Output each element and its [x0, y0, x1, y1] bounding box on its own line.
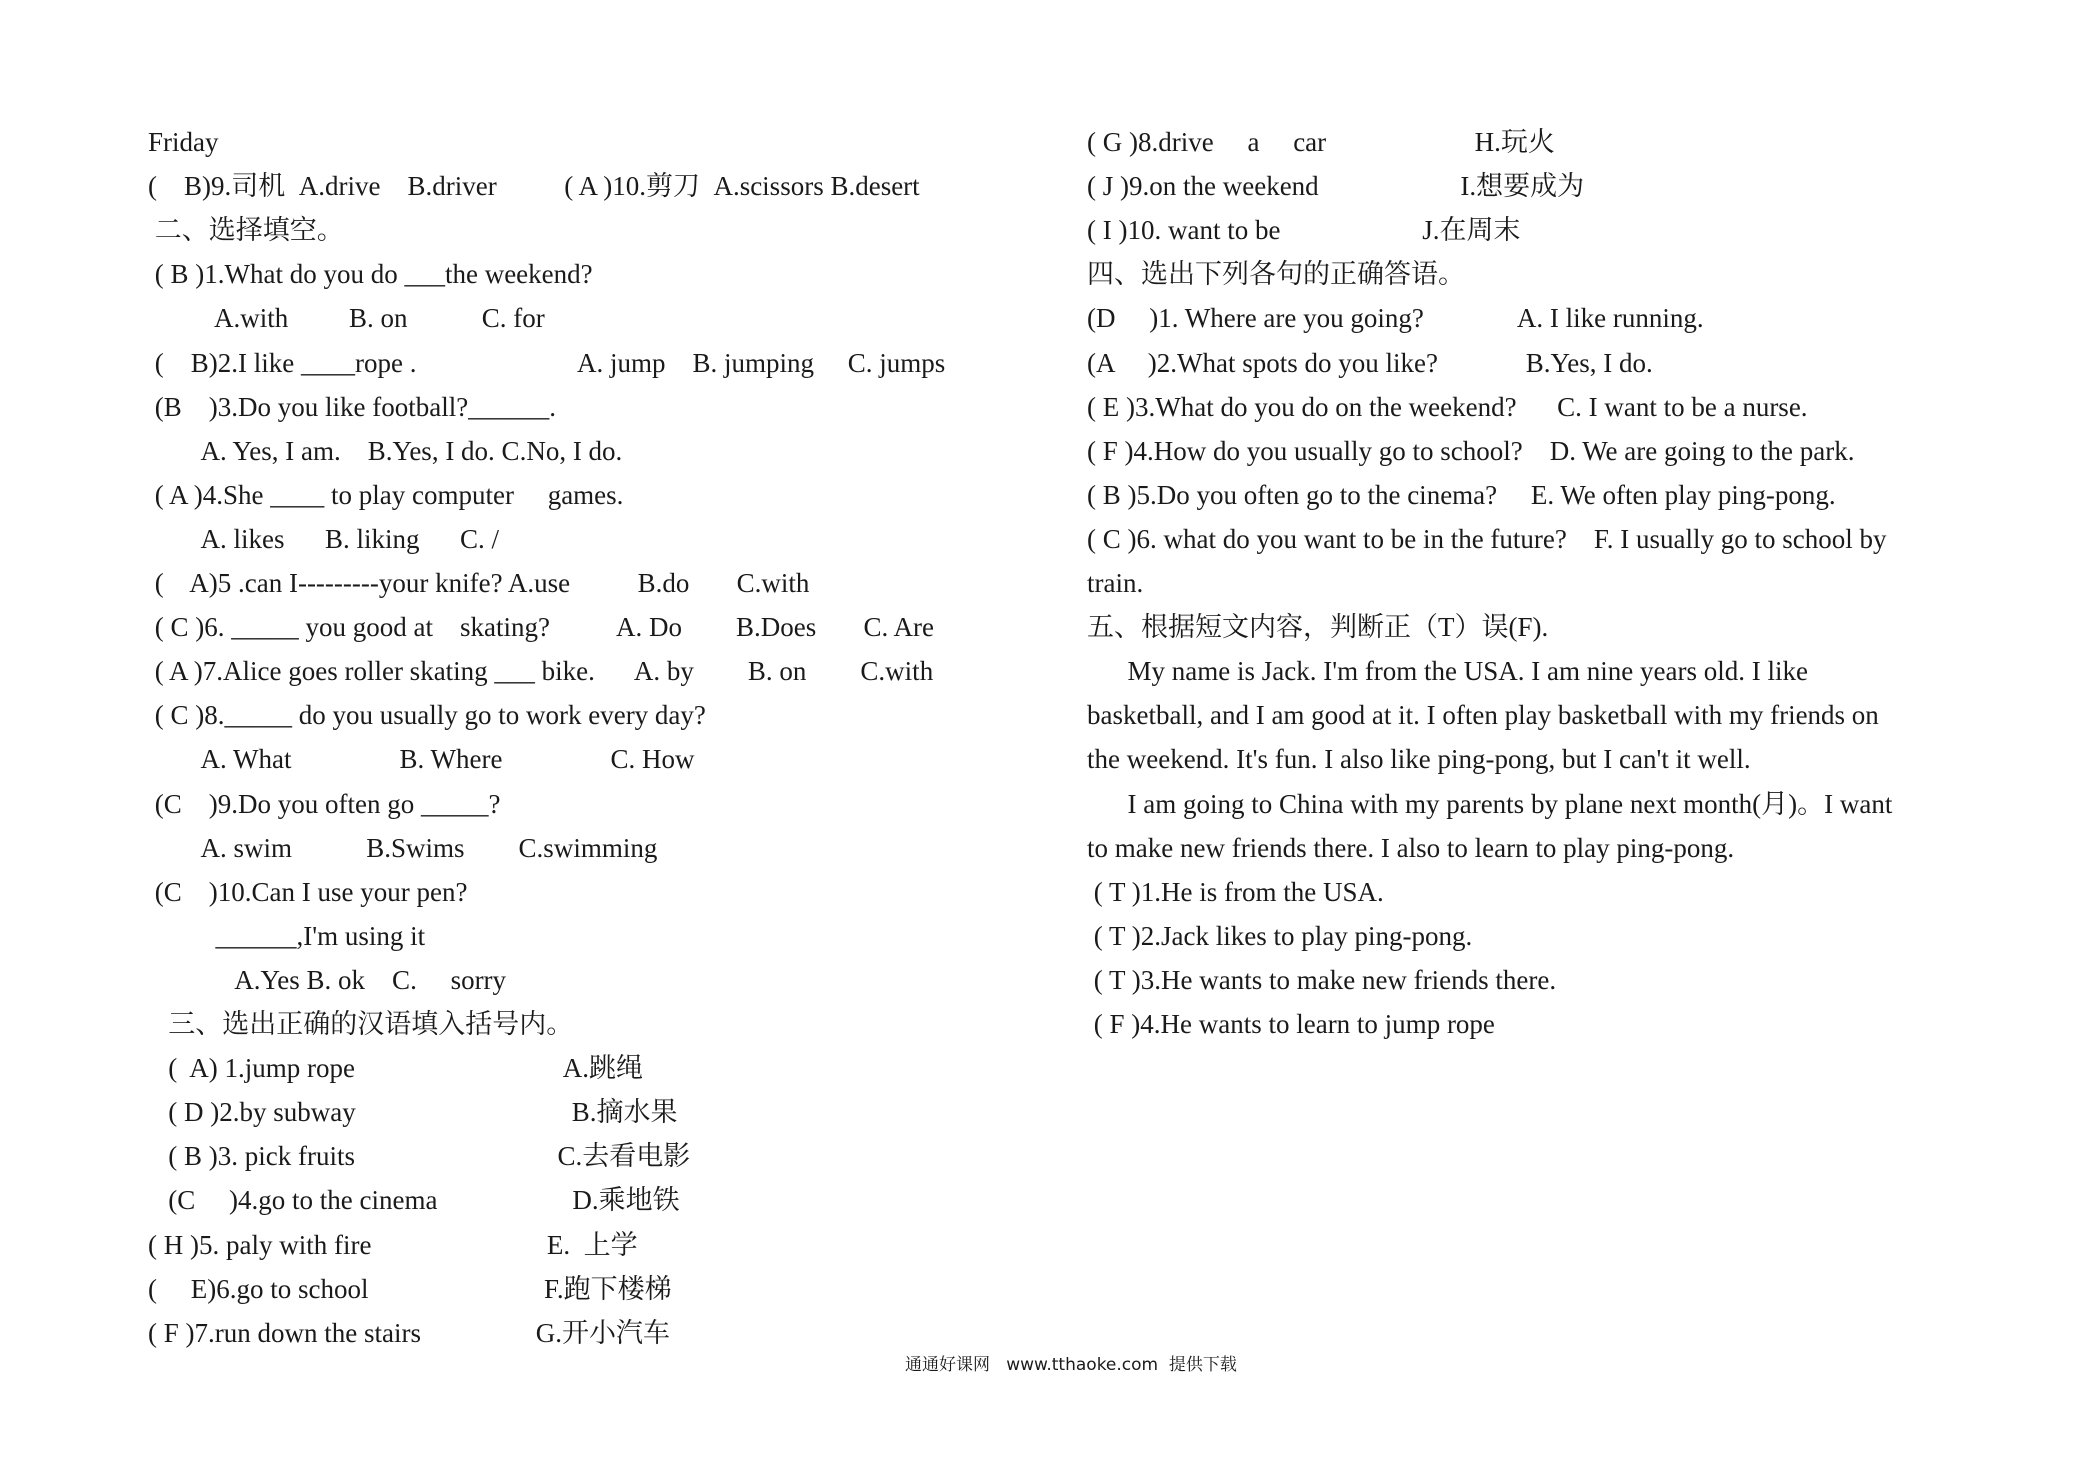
right-column-line: ( E )3.What do you do on the weekend? C. I want to be a nurse. — [1087, 391, 1808, 422]
left-column-line: (C )4.go to the cinema D.乘地铁 — [148, 1185, 680, 1216]
left-column-line: A. What B. Where C. How — [148, 744, 695, 775]
right-column-line: (A )2.What spots do you like? B.Yes, I do. — [1087, 347, 1653, 378]
right-column-line: 四、选出下列各句的正确答语。 — [1087, 259, 1465, 290]
left-column-line: ( B)2.I like ____rope . A. jump B. jumping C. jumps — [148, 347, 946, 378]
page-footer: 通通好课网 www.tthaoke.com 提供下载 — [905, 1355, 1237, 1375]
right-column-line: ( I )10. want to be J.在周末 — [1087, 215, 1521, 246]
left-column-line: ( C )6. _____ you good at skating? A. Do B.Does C. Are — [148, 612, 934, 643]
right-column-line: I am going to China with my parents by plane next month(月)。I want — [1087, 788, 1893, 819]
left-column-line: A. swim B.Swims C.swimming — [148, 832, 658, 863]
left-column-line: A. likes B. liking C. / — [148, 523, 500, 554]
left-column-line: Friday — [148, 127, 219, 157]
left-column-line: 三、选出正确的汉语填入括号内。 — [148, 1009, 574, 1039]
right-column-line: ( F )4.He wants to learn to jump rope — [1087, 1009, 1495, 1039]
left-column-line: 二、选择填空。 — [148, 215, 344, 246]
right-column-line: ( T )2.Jack likes to play ping-pong. — [1087, 920, 1473, 951]
right-column-line: ( J )9.on the weekend I.想要成为 — [1087, 171, 1585, 202]
left-column-line: A. Yes, I am. B.Yes, I do. C.No, I do. — [148, 435, 623, 466]
left-column-line: ( E)6.go to school F.跑下楼梯 — [148, 1273, 672, 1304]
left-column-line: ( B )1.What do you do ___the weekend? — [148, 259, 593, 290]
right-column-line: ( G )8.drive a car H.玩火 — [1087, 127, 1555, 157]
left-column-line: A.Yes B. ok C. sorry — [148, 964, 507, 995]
right-column-line: My name is Jack. I'm from the USA. I am nine years old. I like — [1087, 656, 1808, 687]
left-column-line: ______,I'm using it — [148, 920, 426, 951]
left-column-line: ( A )7.Alice goes roller skating ___ bike. A. by B. on C.with — [148, 656, 934, 687]
left-column-line: ( B )3. pick fruits C.去看电影 — [148, 1141, 691, 1172]
left-column-line: (C )9.Do you often go _____? — [148, 788, 501, 819]
right-column-line: ( C )6. what do you want to be in the future? F. I usually go to school by — [1087, 523, 1887, 554]
right-column-line: ( T )3.He wants to make new friends there. — [1087, 964, 1557, 995]
left-column-line: (C )10.Can I use your pen? — [148, 876, 468, 907]
left-column-line: ( A) 1.jump rope A.跳绳 — [148, 1053, 643, 1084]
right-column-line: train. — [1087, 568, 1144, 598]
left-column-line: ( F )7.run down the stairs G.开小汽车 — [148, 1317, 670, 1348]
right-column-line: ( F )4.How do you usually go to school? D. We are going to the park. — [1087, 435, 1855, 466]
right-column-line: basketball, and I am good at it. I often play basketball with my friends on — [1087, 700, 1879, 731]
left-column-line: ( B)9.司机 A.drive B.driver ( A )10.剪刀 A.scissors B.desert — [148, 171, 920, 202]
left-column-line: ( A)5 .can I---------your knife? A.use B.do C.with — [148, 568, 810, 598]
left-column-line: ( A )4.She ____ to play computer games. — [148, 479, 624, 510]
right-column-line: 五、根据短文内容，判断正（T）误(F). — [1087, 612, 1549, 643]
left-column-line: (B )3.Do you like football?______. — [148, 391, 556, 422]
left-column-line: ( H )5. paly with fire E. 上学 — [148, 1229, 638, 1260]
right-column-line: the weekend. It's fun. I also like ping-pong, but I can't it well. — [1087, 744, 1751, 775]
left-column-line: A.with B. on C. for — [148, 303, 545, 334]
left-column-line: ( D )2.by subway B.摘水果 — [148, 1097, 678, 1128]
left-column-line: ( C )8._____ do you usually go to work every day? — [148, 700, 706, 731]
right-column-line: to make new friends there. I also to learn to play ping-pong. — [1087, 832, 1735, 863]
right-column-line: ( B )5.Do you often go to the cinema? E. We often play ping-pong. — [1087, 479, 1836, 510]
right-column-line: (D )1. Where are you going? A. I like running. — [1087, 303, 1704, 334]
right-column-line: ( T )1.He is from the USA. — [1087, 876, 1384, 907]
